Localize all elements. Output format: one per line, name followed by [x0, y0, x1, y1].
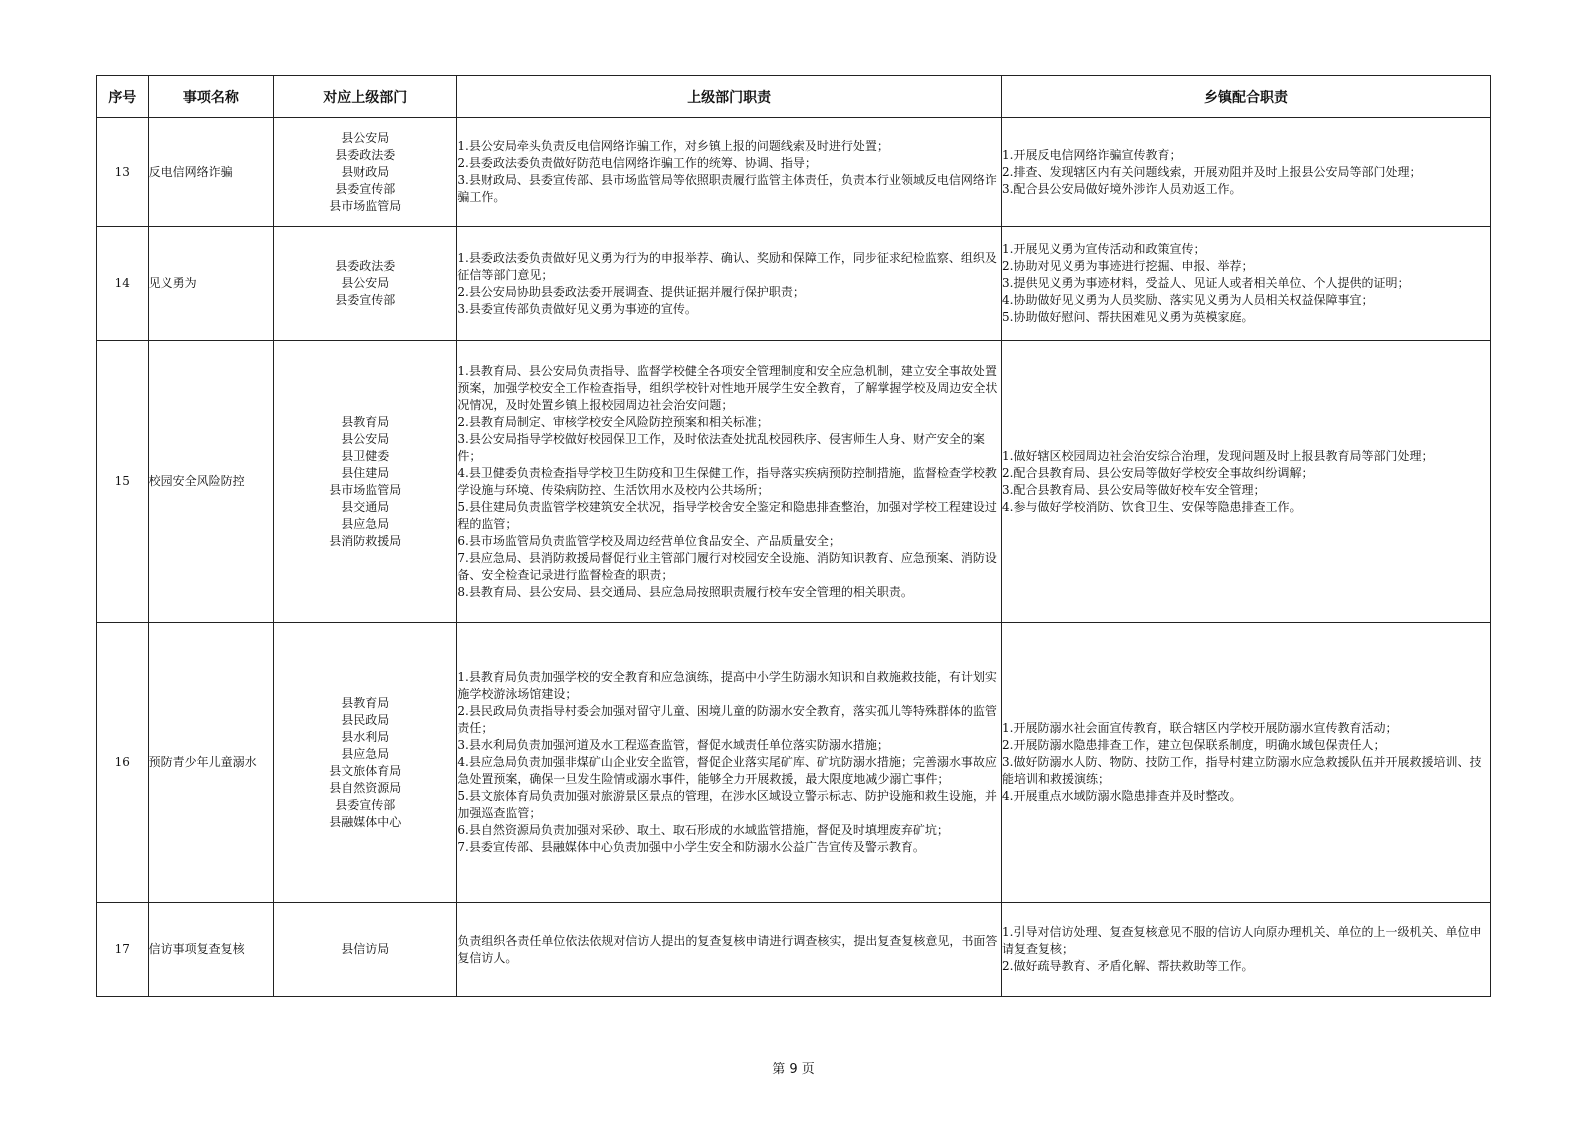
duty-item: 1.开展反电信网络诈骗宣传教育； — [1002, 147, 1182, 162]
duty-item: 3.县财政局、县委宣传部、县市场监管局等依照职责履行监管主体责任，负责本行业领域反电信网络诈骗工作。 — [457, 173, 997, 204]
header-upper-duty: 上级部门职责 — [457, 76, 1002, 118]
duty-item: 5.协助做好慰问、帮扶困难见义勇为英模家庭。 — [1002, 310, 1254, 324]
item-name: 见义勇为 — [148, 227, 274, 341]
dept-item: 县应急局 — [341, 516, 390, 531]
dept-item: 县公安局 — [341, 431, 390, 446]
dept-item: 县市场监管局 — [329, 198, 402, 213]
table-row — [97, 903, 1491, 997]
duty-item: 1.县委政法委负责做好见义勇为行为的申报举荐、确认、奖励和保障工作，同步征求纪检监察、组织及征信等部门意见； — [457, 250, 997, 282]
dept-item: 县公安局 — [341, 130, 390, 145]
header-town-duty: 乡镇配合职责 — [1002, 76, 1491, 118]
duty-item: 6.县市场监管局负责监管学校及周边经营单位食品安全、产品质量安全； — [457, 533, 841, 548]
item-name: 校园安全风险防控 — [148, 341, 274, 623]
duty-item: 2.县民政局负责指导村委会加强对留守儿童、困境儿童的防溺水安全教育，落实孤儿等特殊群体的监管责任； — [457, 704, 997, 735]
dept-item: 县水利局 — [341, 729, 390, 744]
duty-item: 4.开展重点水域防溺水隐患排查并及时整改。 — [1002, 789, 1242, 803]
dept-item: 县卫健委 — [341, 448, 390, 463]
row-number: 14 — [97, 227, 149, 341]
duty-item: 2.县教育局制定、审核学校安全风险防控预案和相关标准； — [457, 414, 769, 429]
duty-item: 3.配合县教育局、县公安局等做好校车安全管理； — [1002, 482, 1266, 497]
dept-list — [274, 227, 457, 341]
dept-item: 县交通局 — [341, 499, 390, 514]
duty-item: 3.县水利局负责加强河道及水工程巡查监管，督促水域责任单位落实防溺水措施； — [457, 738, 889, 752]
header-row — [97, 76, 1491, 118]
duty-item: 7.县委宣传部、县融媒体中心负责加强中小学生安全和防溺水公益广告宣传及警示教育。 — [457, 840, 925, 854]
dept-item: 县委宣传部 — [335, 797, 396, 812]
duty-item: 4.县卫健委负责检查指导学校卫生防疫和卫生保健工作，指导落实疾病预防控制措施，监督检查学校教学设施与环境、传染病防控、生活饮用水及校内公共场所； — [457, 465, 997, 497]
dept-item: 县民政局 — [341, 712, 390, 727]
duty-item: 8.县教育局、县公安局、县交通局、县应急局按照职责履行校车安全管理的相关职责。 — [457, 584, 913, 599]
dept-list — [274, 118, 457, 227]
dept-item: 县委政法委 — [335, 259, 396, 273]
duty-item: 4.县应急局负责加强非煤矿山企业安全监管，督促企业落实尾矿库、矿坑防溺水措施；完善溺水事故应急处置预案，确保一旦发生险情或溺水事件，能够全力开展救援，最大限度地减少溺亡事件； — [457, 755, 997, 786]
duty-item: 负责组织各责任单位依法依规对信访人提出的复查复核申请进行调查核实，提出复查复核意见，书面答复信访人。 — [457, 933, 998, 965]
item-name: 预防青少年儿童溺水 — [148, 623, 274, 903]
duty-item: 2.排查、发现辖区内有关问题线索，开展劝阻并及时上报县公安局等部门处理； — [1002, 164, 1422, 179]
duty-item: 3.县委宣传部负责做好见义勇为事迹的宣传。 — [457, 301, 697, 316]
table-row — [97, 227, 1491, 341]
town-duty-list — [1002, 903, 1491, 997]
dept-item: 县委宣传部 — [335, 181, 396, 196]
duty-item: 3.做好防溺水人防、物防、技防工作，指导村建立防溺水应急救援队伍并开展救援培训、技能培训和救援演练； — [1002, 755, 1482, 786]
row-number: 15 — [97, 341, 149, 623]
row-number: 13 — [97, 118, 149, 227]
dept-item: 县自然资源局 — [329, 780, 402, 795]
duty-item: 3.县公安局指导学校做好校园保卫工作，及时依法查处扰乱校园秩序、侵害师生人身、财产安全的案件； — [457, 431, 985, 463]
duty-item: 2.县公安局协助县委政法委开展调查、提供证据并履行保护职责； — [457, 284, 805, 299]
dept-item: 县委宣传部 — [335, 293, 396, 307]
item-name: 反电信网络诈骗 — [148, 118, 274, 227]
dept-list — [274, 903, 457, 997]
town-duty-list — [1002, 118, 1491, 227]
duty-item: 1.县教育局、县公安局负责指导、监督学校健全各项安全管理制度和安全应急机制，建立安全事故处置预案，加强学校安全工作检查指导，组织学校针对性地开展学生安全教育，了解掌握学校及周边安全状况情况，及时处置乡镇上报校园周边社会治安问题； — [457, 363, 998, 412]
duty-item: 2.县委政法委负责做好防范电信网络诈骗工作的统筹、协调、指导； — [457, 156, 817, 170]
table-row — [97, 623, 1491, 903]
dept-item: 县文旅体育局 — [329, 763, 402, 778]
duty-item: 1.做好辖区校园周边社会治安综合治理，发现问题及时上报县教育局等部门处理； — [1002, 448, 1434, 463]
duty-item: 5.县文旅体育局负责加强对旅游景区景点的管理，在涉水区域设立警示标志、防护设施和救生设施，并加强巡查监管； — [457, 789, 997, 820]
duty-item: 4.参与做好学校消防、饮食卫生、安保等隐患排查工作。 — [1002, 499, 1302, 514]
duty-item: 1.县公安局牵头负责反电信网络诈骗工作，对乡镇上报的问题线索及时进行处置； — [457, 139, 889, 153]
duty-item: 1.开展防溺水社会面宣传教育，联合辖区内学校开展防溺水宣传教育活动； — [1002, 721, 1398, 735]
upper-duty-list — [457, 341, 1002, 623]
table-row — [97, 341, 1491, 623]
duty-item: 2.开展防溺水隐患排查工作，建立包保联系制度，明确水域包保责任人； — [1002, 738, 1386, 752]
duty-item: 3.提供见义勇为事迹材料，受益人、见证人或者相关单位、个人提供的证明； — [1002, 276, 1410, 290]
upper-duty-list — [457, 227, 1002, 341]
dept-item: 县信访局 — [341, 942, 390, 956]
upper-duty-list — [457, 118, 1002, 227]
dept-item: 县融媒体中心 — [329, 814, 402, 829]
duty-item: 1.引导对信访处理、复查复核意见不服的信访人向原办理机关、单位的上一级机关、单位申请复查复核； — [1002, 925, 1482, 956]
header-dept: 对应上级部门 — [274, 76, 457, 118]
duty-item: 2.配合县教育局、县公安局等做好学校安全事故纠纷调解； — [1002, 465, 1314, 480]
duty-item: 4.协助做好见义勇为人员奖励、落实见义勇为人员相关权益保障事宜； — [1002, 293, 1374, 307]
dept-list — [274, 341, 457, 623]
dept-item: 县财政局 — [341, 164, 390, 179]
row-number: 17 — [97, 903, 149, 997]
header-no: 序号 — [97, 76, 149, 118]
dept-item: 县公安局 — [341, 276, 390, 290]
item-name: 信访事项复查复核 — [148, 903, 274, 997]
page-number: 第 9 页 — [772, 1062, 815, 1077]
dept-item: 县住建局 — [341, 465, 390, 480]
duty-item: 6.县自然资源局负责加强对采砂、取土、取石形成的水域监管措施，督促及时填埋废弃矿坑； — [457, 823, 949, 837]
duty-item: 2.协助对见义勇为事迹进行挖掘、申报、举荐； — [1002, 259, 1254, 273]
town-duty-list — [1002, 227, 1491, 341]
table-row — [97, 118, 1491, 227]
upper-duty-list — [457, 903, 1002, 997]
dept-item: 县教育局 — [341, 414, 390, 429]
duty-item: 7.县应急局、县消防救援局督促行业主管部门履行对校园安全设施、消防知识教育、应急预案、消防设备、安全检查记录进行监督检查的职责； — [457, 550, 997, 582]
responsibility-table — [96, 75, 1491, 997]
upper-duty-list — [457, 623, 1002, 903]
dept-item: 县市场监管局 — [329, 482, 402, 497]
header-name: 事项名称 — [148, 76, 274, 118]
dept-item: 县委政法委 — [335, 147, 396, 162]
duty-item: 2.做好疏导教育、矛盾化解、帮扶救助等工作。 — [1002, 959, 1254, 973]
duty-item: 3.配合县公安局做好境外涉诈人员劝返工作。 — [1002, 181, 1242, 196]
duty-item: 1.县教育局负责加强学校的安全教育和应急演练，提高中小学生防溺水知识和自救施救技能，有计划实施学校游泳场馆建设； — [457, 670, 997, 701]
row-number: 16 — [97, 623, 149, 903]
duty-item: 5.县住建局负责监管学校建筑安全状况，指导学校舍安全鉴定和隐患排查整治，加强对学校工程建设过程的监管； — [457, 499, 997, 531]
dept-list — [274, 623, 457, 903]
dept-item: 县应急局 — [341, 746, 390, 761]
duty-item: 1.开展见义勇为宣传活动和政策宣传； — [1002, 242, 1206, 256]
dept-item: 县消防救援局 — [329, 533, 402, 548]
town-duty-list — [1002, 341, 1491, 623]
town-duty-list — [1002, 623, 1491, 903]
dept-item: 县教育局 — [341, 695, 390, 710]
